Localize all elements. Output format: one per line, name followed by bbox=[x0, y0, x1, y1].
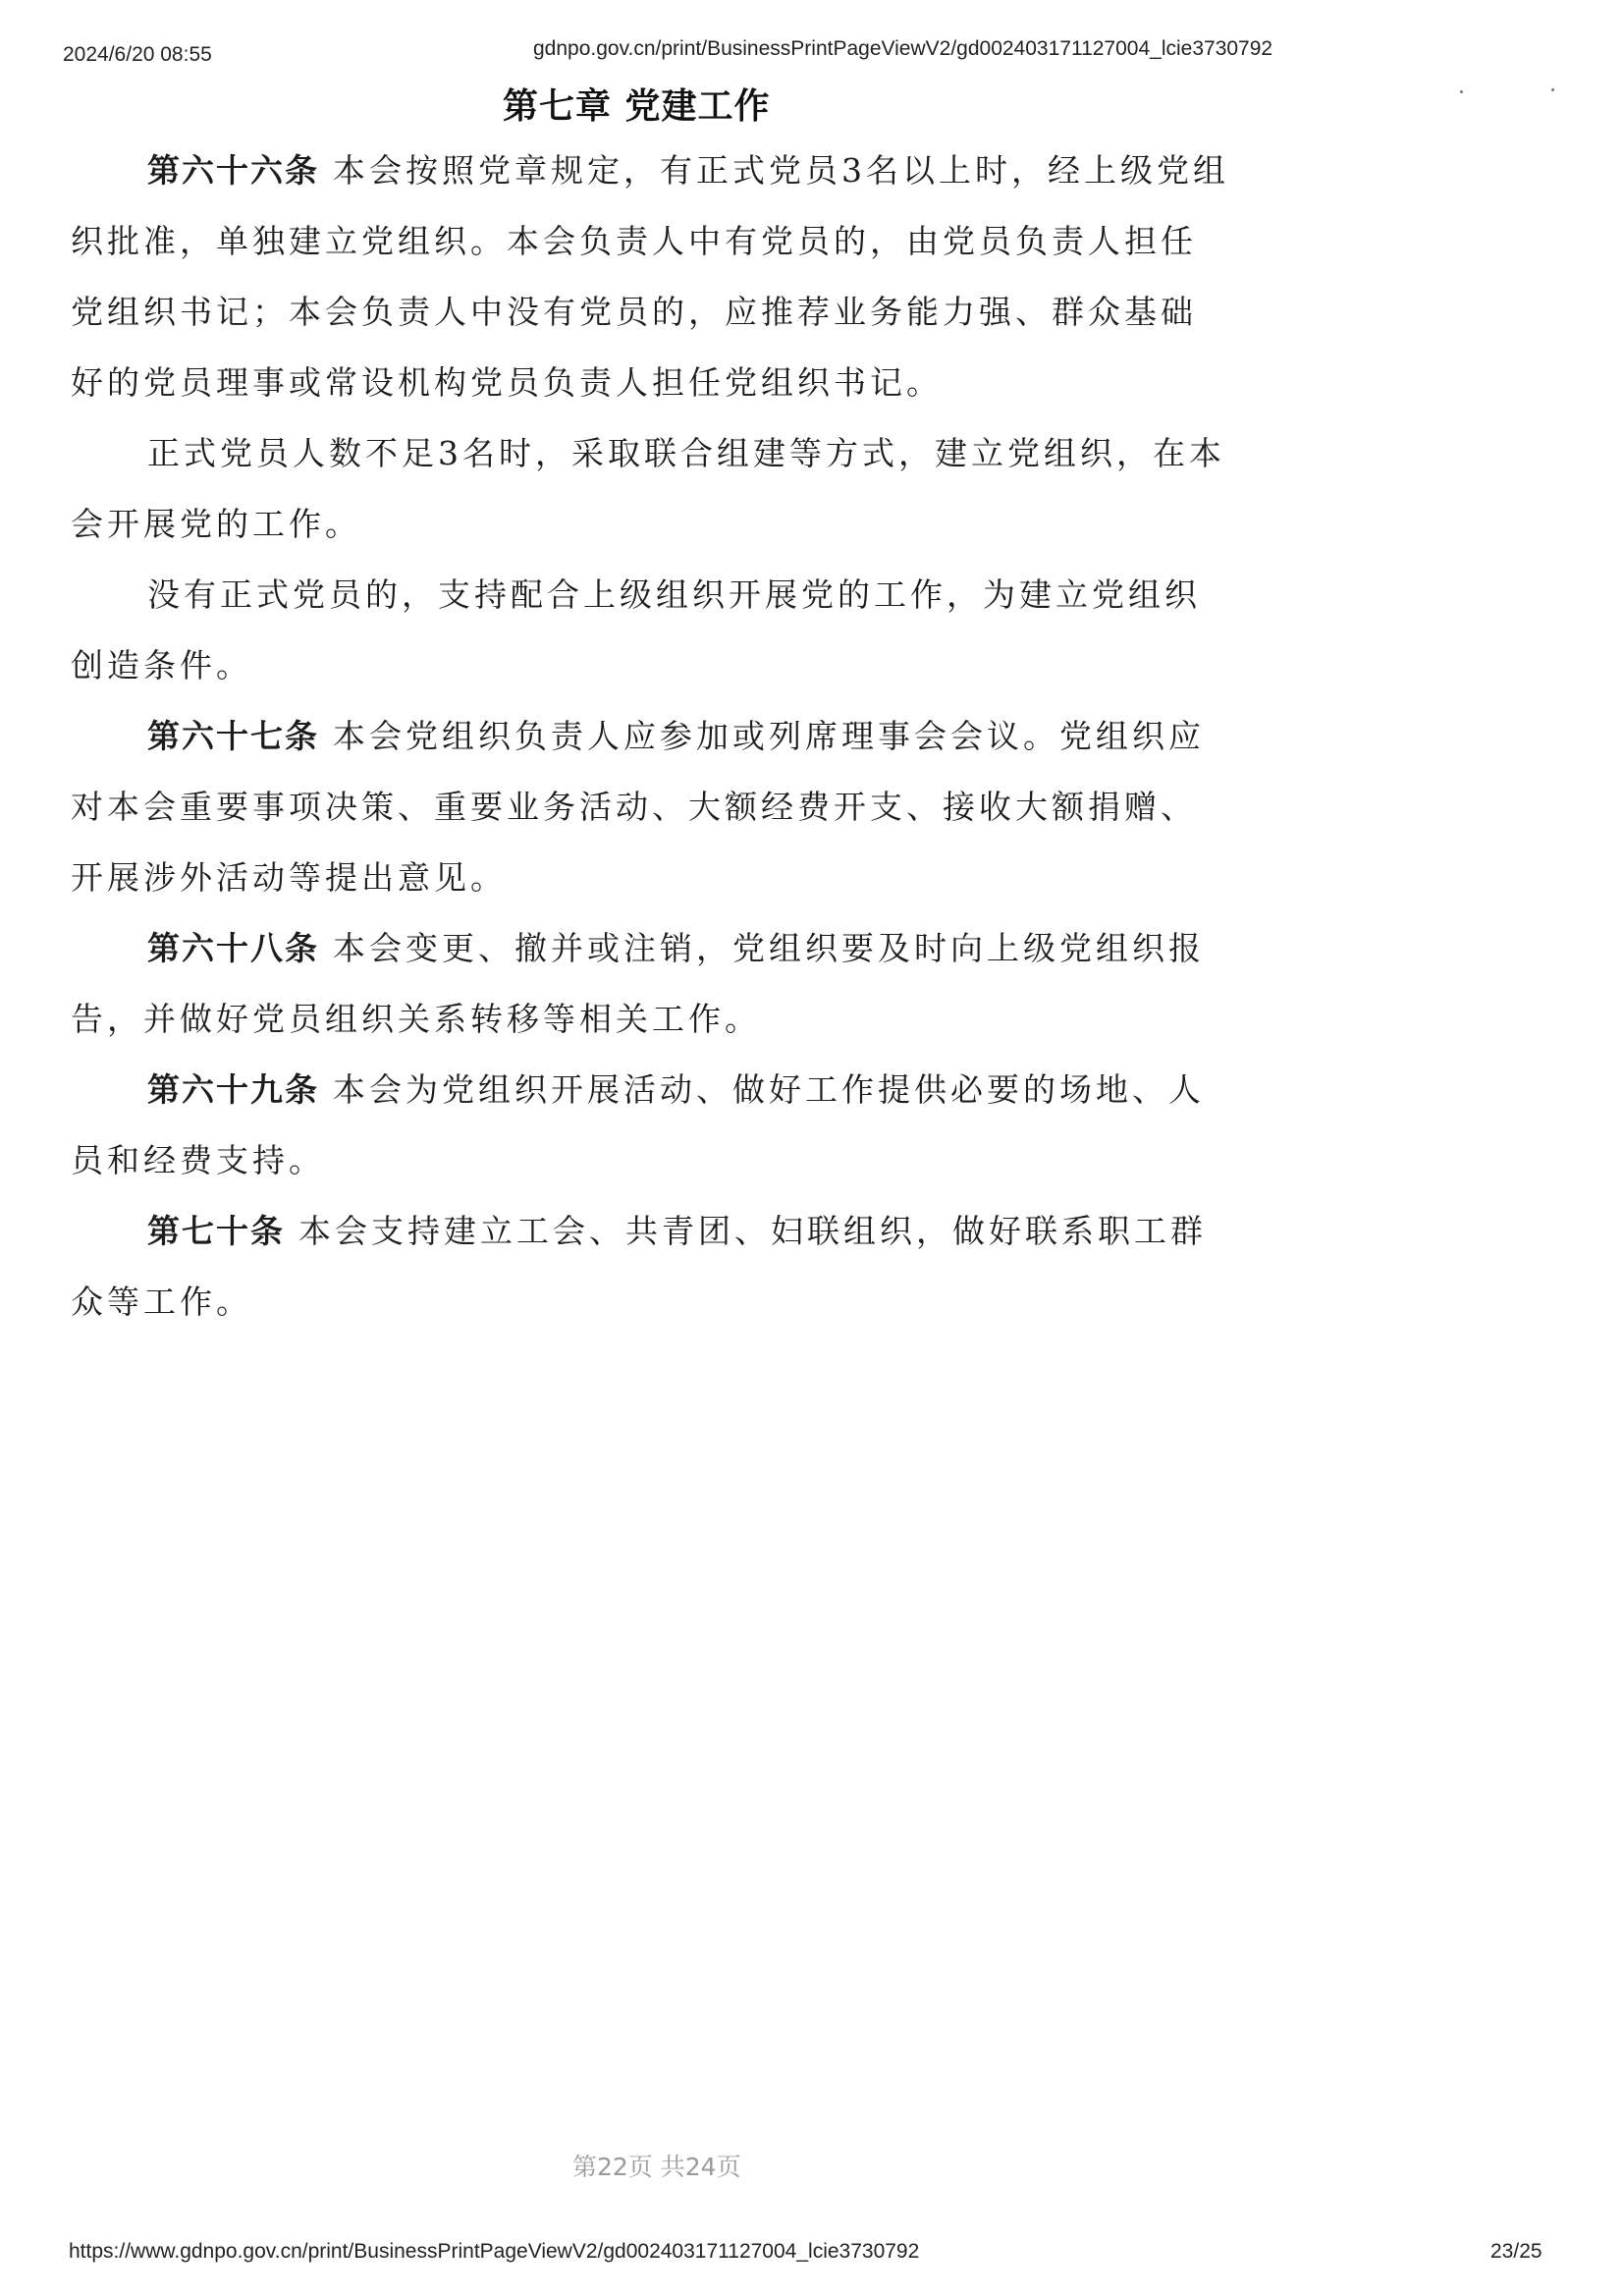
paragraph-text: 正式党员人数不足3名时，采取联合组建等方式，建立党组织，在本会开展党的工作。 bbox=[71, 434, 1225, 543]
document-body bbox=[71, 136, 1229, 1338]
article-text: 本会按照党章规定，有正式党员3名以上时，经上级党组织批准，单独建立党组织。本会负责人中有党员的，由党员负责人担任党组织书记；本会负责人中没有党员的，应推荐业务能力强、群众基础好的党员理事或常设机构党员负责人担任党组织书记。 bbox=[71, 151, 1229, 402]
scan-speck bbox=[1551, 88, 1554, 91]
article-text: 本会支持建立工会、共青团、妇联组织，做好联系职工群众等工作。 bbox=[71, 1212, 1207, 1321]
article-number: 第六十八条 bbox=[147, 929, 319, 967]
article-66 bbox=[71, 136, 1229, 418]
article-70 bbox=[71, 1196, 1229, 1338]
chapter-title: 第七章 党建工作 bbox=[503, 86, 771, 127]
article-text: 本会党组织负责人应参加或列席理事会会议。党组织应对本会重要事项决策、重要业务活动、大额经费开支、接收大额捐赠、开展涉外活动等提出意见。 bbox=[71, 717, 1205, 897]
page-count: 第22页 共24页 bbox=[572, 2153, 741, 2181]
article-67 bbox=[71, 701, 1229, 913]
article-number: 第七十条 bbox=[147, 1212, 285, 1250]
print-footer-url: https://www.gdnpo.gov.cn/print/BusinessPrintPageViewV2/gd002403171127004_lcie3730792 bbox=[69, 2240, 920, 2263]
article-66-paragraph-2 bbox=[71, 418, 1229, 560]
article-number: 第六十七条 bbox=[147, 717, 319, 755]
article-text: 本会变更、撤并或注销，党组织要及时向上级党组织报告，并做好党员组织关系转移等相关工作。 bbox=[71, 929, 1205, 1038]
print-header-url: gdnpo.gov.cn/print/BusinessPrintPageViewV2/gd002403171127004_lcie3730792 bbox=[533, 37, 1273, 60]
print-page-number: 23/25 bbox=[1490, 2240, 1542, 2263]
article-number: 第六十六条 bbox=[147, 151, 319, 190]
article-68 bbox=[71, 913, 1229, 1055]
paragraph-text: 没有正式党员的，支持配合上级组织开展党的工作，为建立党组织创造条件。 bbox=[71, 575, 1201, 684]
article-number: 第六十九条 bbox=[147, 1070, 319, 1109]
article-text: 本会为党组织开展活动、做好工作提供必要的场地、人员和经费支持。 bbox=[71, 1070, 1205, 1179]
article-69 bbox=[71, 1055, 1229, 1196]
article-66-paragraph-3 bbox=[71, 560, 1229, 701]
print-datetime: 2024/6/20 08:55 bbox=[63, 43, 212, 66]
scan-speck bbox=[1460, 90, 1463, 93]
